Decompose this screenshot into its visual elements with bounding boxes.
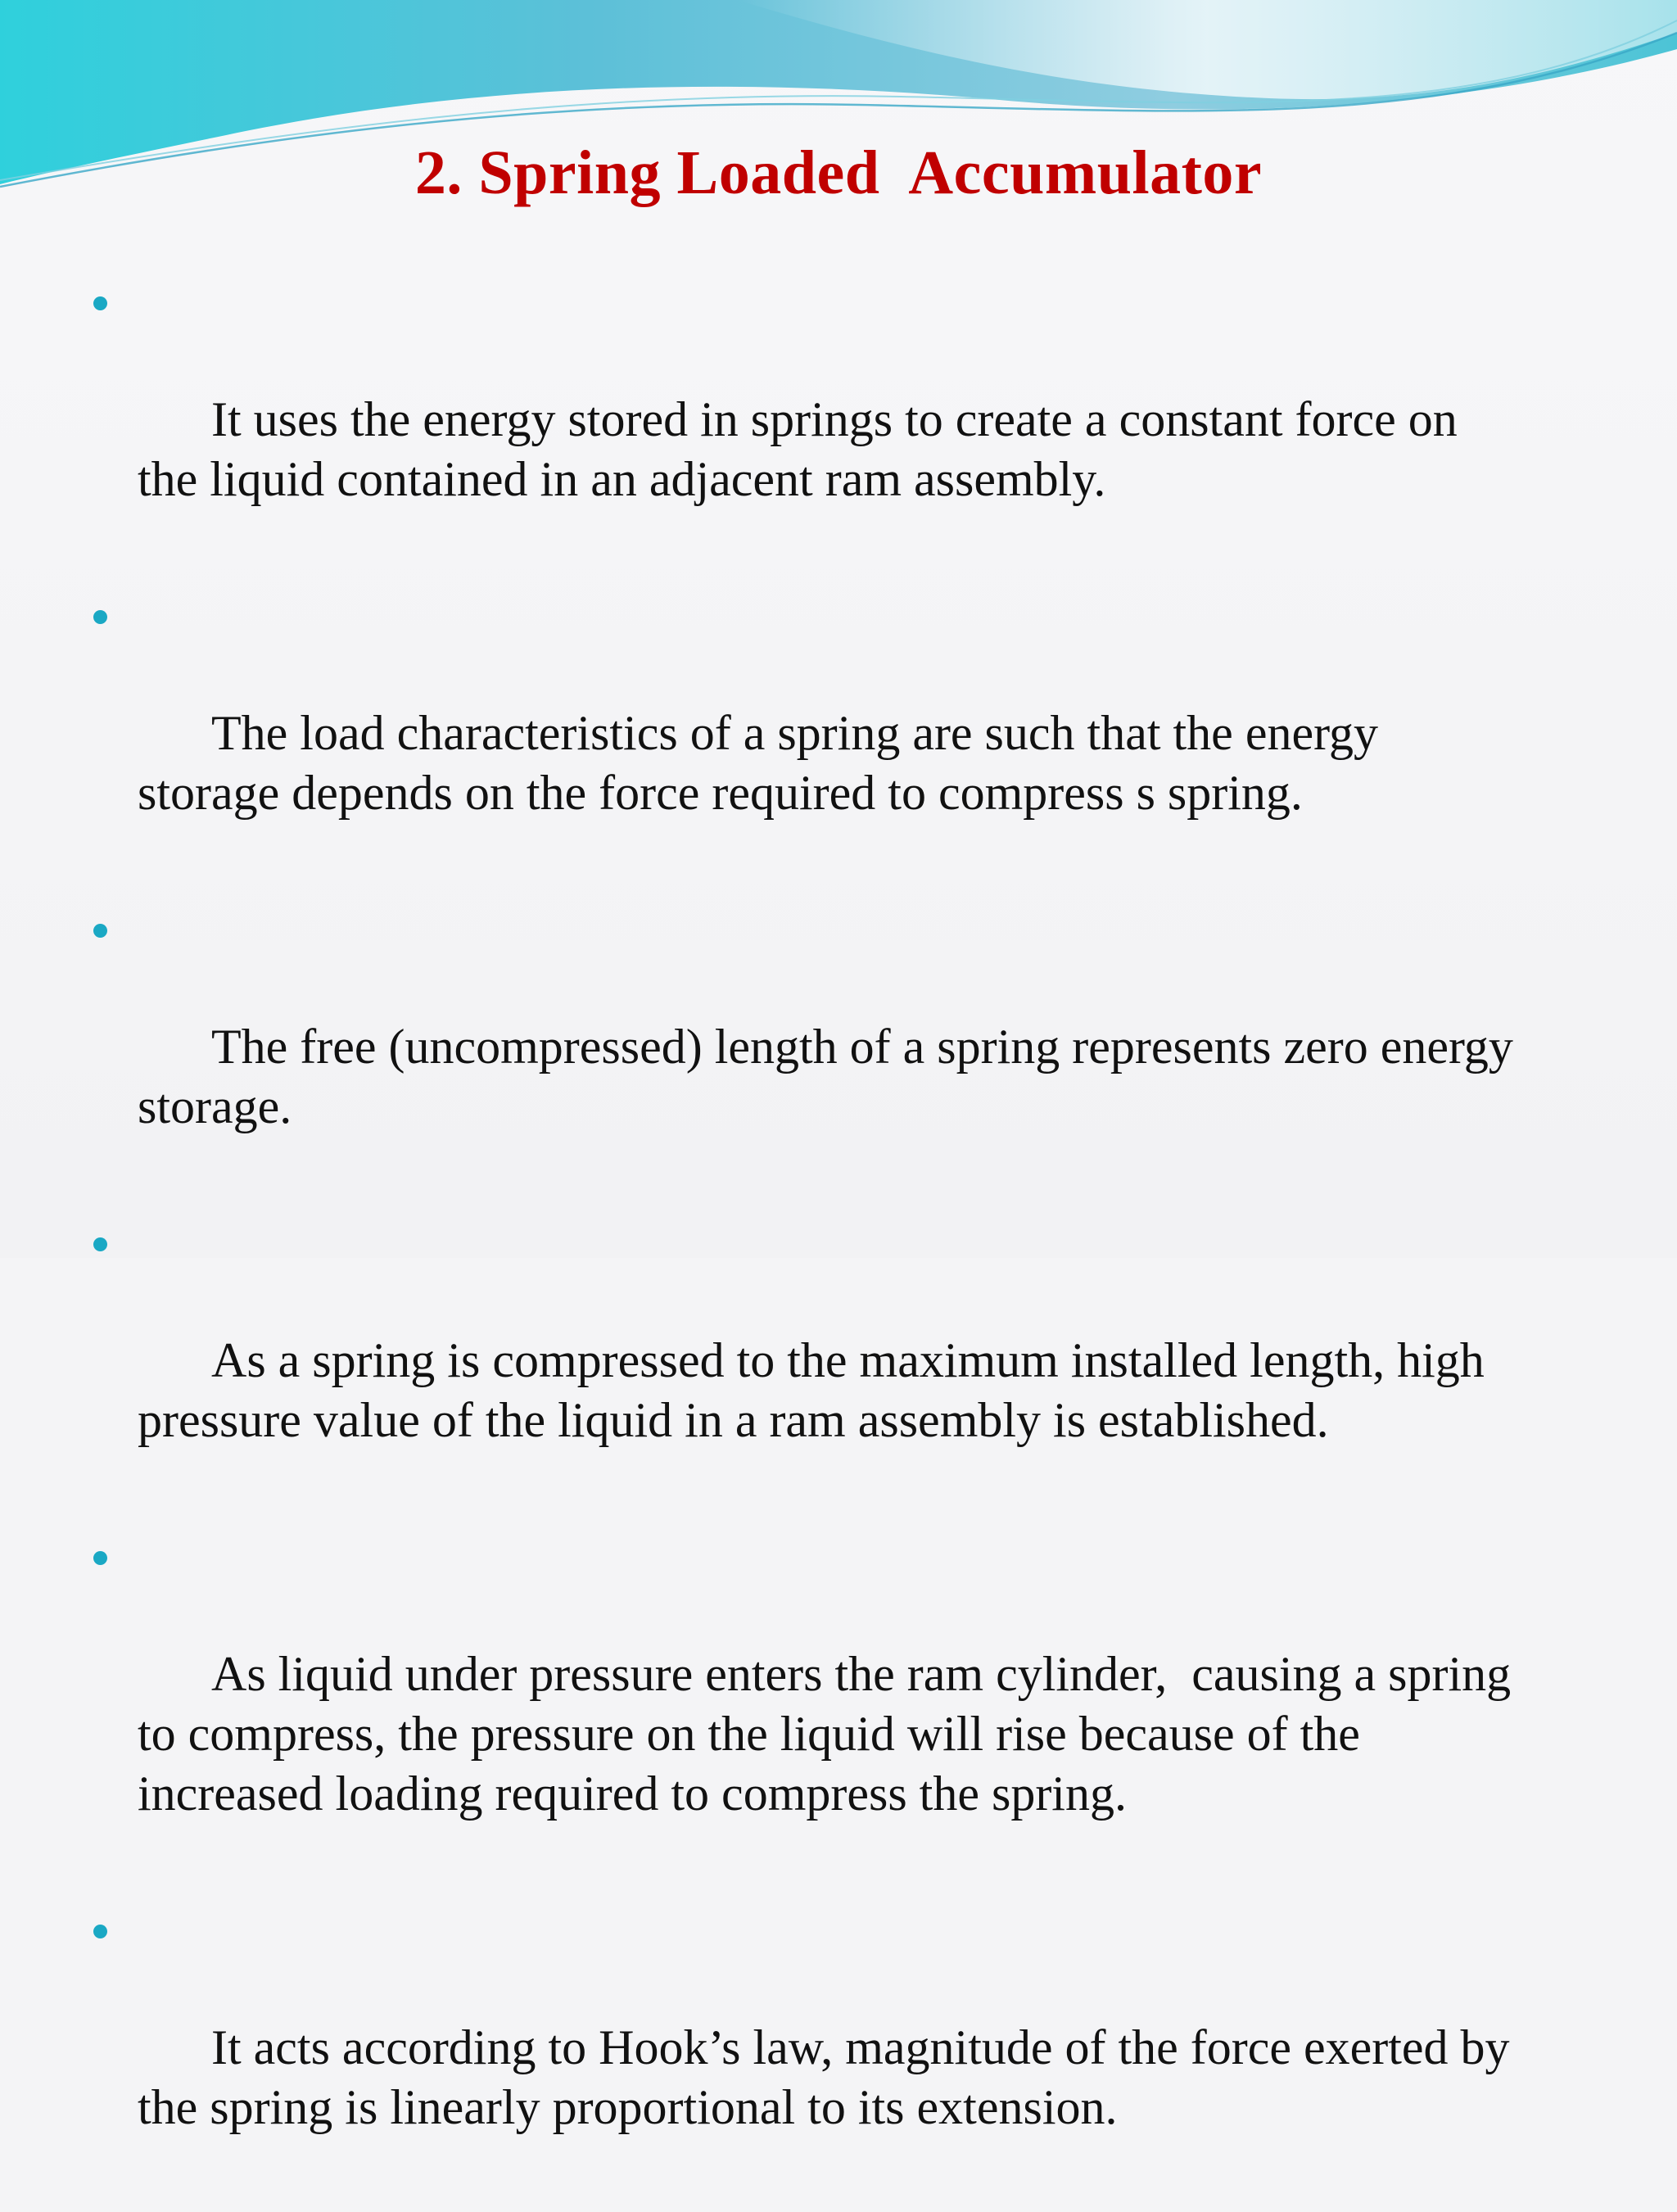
bullet-text: It uses the energy stored in springs to create a constant force on the liquid contained in an adjacent ram assembly. <box>138 392 1458 506</box>
bullet-dot-icon <box>93 296 107 310</box>
bullet-item <box>88 1898 1628 2197</box>
bullet-item <box>88 584 1628 883</box>
bullet-text: As a spring is compressed to the maximum installed length, high pressure value of the liquid in a ram assembly is established. <box>138 1333 1485 1447</box>
bullet-dot-icon <box>93 1551 107 1565</box>
bullet-text: The free (uncompressed) length of a spring represents zero energy storage. <box>138 1020 1513 1133</box>
bullet-dot-icon <box>93 1925 107 1938</box>
bullet-item <box>88 1525 1628 1884</box>
bullet-dot-icon <box>93 610 107 624</box>
bullet-list <box>88 270 1628 2212</box>
bullet-text: It acts according to Hook’s law, magnitude of the force exerted by the spring is linearly proportional to its extension. <box>138 2020 1510 2134</box>
bullet-item <box>88 898 1628 1196</box>
bullet-dot-icon <box>93 1237 107 1251</box>
bullet-text: The load characteristics of a spring are such that the energy storage depends on the force required to compress s spring. <box>138 706 1378 820</box>
slide-title: 2. Spring Loaded Accumulator <box>414 138 1263 207</box>
bullet-item <box>88 270 1628 569</box>
bullet-dot-icon <box>93 924 107 938</box>
bullet-text: As liquid under pressure enters the ram cylinder, causing a spring to compress, the pressure on the liquid will rise because of the increased loading required to compress the spring. <box>138 1647 1512 1821</box>
bullet-item <box>88 1211 1628 1510</box>
